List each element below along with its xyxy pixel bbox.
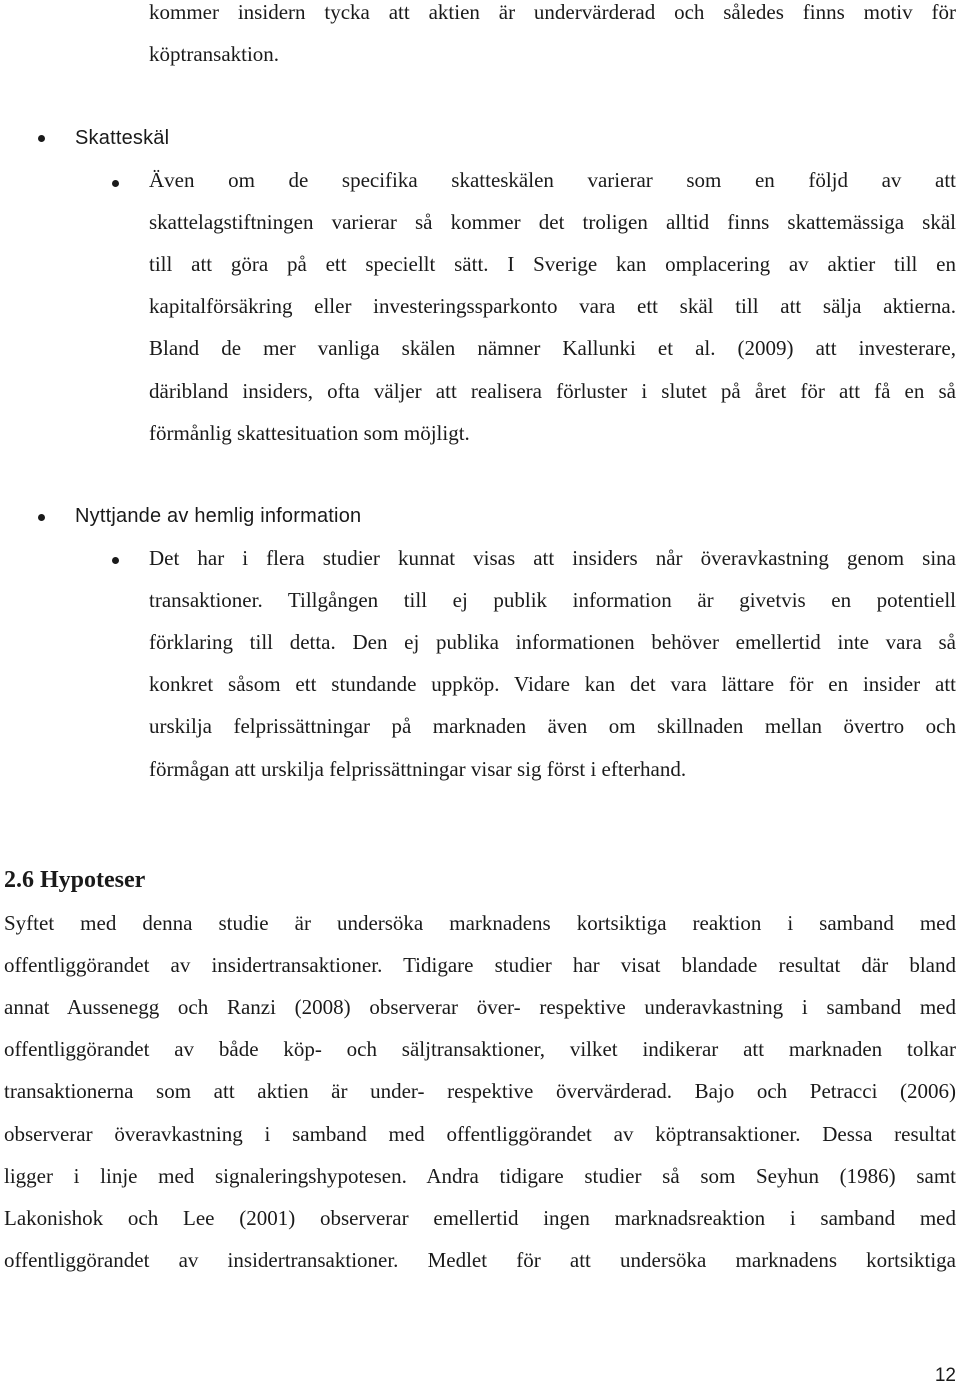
body-text-line: Det har i flera studier kunnat visas att insiders når överavkastning genom sina <box>149 546 956 570</box>
body-text-line: offentliggörandet av insidertransaktioner. Medlet för att undersöka marknadens kortsiktiga <box>4 1248 956 1272</box>
body-text-line: ligger i linje med signaleringshypotesen. Andra tidigare studier så som Seyhun (1986) samt <box>4 1164 956 1188</box>
bullet-icon <box>38 514 45 521</box>
body-text-line: till att göra på ett speciellt sätt. I Sverige kan omplacering av aktier till en <box>149 252 956 276</box>
body-text-line: Syftet med denna studie är undersöka marknadens kortsiktiga reaktion i samband med <box>4 911 956 935</box>
body-text-line: Bland de mer vanliga skälen nämner Kallunki et al. (2009) att investerare, <box>149 336 956 360</box>
body-text-line: kapitalförsäkring eller investeringssparkonto vara ett skäl till att sälja aktierna. <box>149 294 956 318</box>
body-text-line: offentliggörandet av både köp- och säljtransaktioner, vilket indikerar att marknaden tolkar <box>4 1037 956 1061</box>
section-heading: 2.6 Hypoteser <box>4 867 146 893</box>
body-text-line: förklaring till detta. Den ej publika informationen behöver emellertid inte vara så <box>149 630 956 654</box>
sub-bullet-icon <box>112 557 119 564</box>
body-text-line: offentliggörandet av insidertransaktioner. Tidigare studier har visat blandade resultat där bland <box>4 953 956 977</box>
body-text-line: urskilja felprissättningar på marknaden även om skillnaden mellan övertro och <box>149 714 956 738</box>
body-text-line: köptransaktion. <box>149 42 280 66</box>
body-text-line: förmånlig skattesituation som möjligt. <box>149 421 470 445</box>
sub-bullet-icon <box>112 180 119 187</box>
body-text-line: transaktionerna som att aktien är under- respektive övervärderad. Bajo och Petracci (2006) <box>4 1079 956 1103</box>
bullet-icon <box>38 135 45 142</box>
body-text-line: kommer insidern tycka att aktien är undervärderad och således finns motiv för <box>149 0 956 24</box>
page-number: 12 <box>934 1365 956 1386</box>
body-text-line: förmågan att urskilja felprissättningar visar sig först i efterhand. <box>149 757 687 781</box>
body-text-line: observerar överavkastning i samband med offentliggörandet av köptransaktioner. Dessa resultat <box>4 1122 956 1146</box>
body-text-line: konkret såsom ett stundande uppköp. Vidare kan det vara lättare för en insider att <box>149 672 956 696</box>
bullet-heading-insider-info: Nyttjande av hemlig information <box>75 505 362 527</box>
body-text-line: däribland insiders, ofta väljer att realisera förluster i slutet på året för att få en så <box>149 379 956 403</box>
body-text-line: Även om de specifika skatteskälen varierar som en följd av att <box>149 168 956 192</box>
bullet-heading-tax: Skatteskäl <box>75 127 170 149</box>
body-text-line: annat Aussenegg och Ranzi (2008) observerar över- respektive underavkastning i samband med <box>4 995 956 1019</box>
body-text-line: skattelagstiftningen varierar så kommer det troligen alltid finns skattemässiga skäl <box>149 210 956 234</box>
body-text-line: Lakonishok och Lee (2001) observerar emellertid ingen marknadsreaktion i samband med <box>4 1206 956 1230</box>
body-text-line: transaktioner. Tillgången till ej publik information är givetvis en potentiell <box>149 588 956 612</box>
